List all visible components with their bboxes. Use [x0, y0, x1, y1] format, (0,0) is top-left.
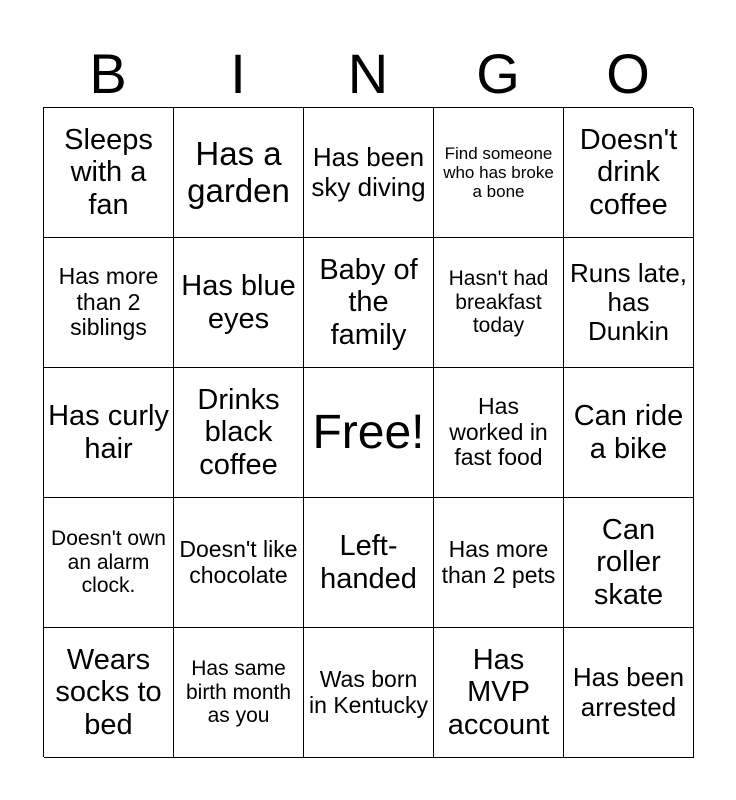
cell-text: Has been arrested	[572, 662, 685, 722]
cell-text: Has blue eyes	[181, 270, 296, 335]
bingo-cell[interactable]	[434, 108, 564, 238]
header-letter-g: G	[476, 42, 520, 105]
cell-text: Wears socks to bed	[55, 643, 162, 741]
cell-text: Was born in Kentucky	[309, 665, 428, 718]
cell-text: Runs late, has Dunkin	[569, 257, 688, 347]
cell-text: Left-handed	[320, 530, 417, 595]
cell-text: Has MVP account	[447, 643, 550, 741]
cell-text: Can ride a bike	[573, 400, 684, 465]
bingo-cell[interactable]	[174, 498, 304, 628]
header-letter-n: N	[347, 42, 389, 105]
bingo-cell[interactable]	[304, 108, 434, 238]
bingo-card-grid	[43, 107, 693, 757]
bingo-cell[interactable]	[174, 368, 304, 498]
cell-text: Baby of the family	[319, 253, 418, 351]
cell-text: Has curly hair	[48, 400, 169, 465]
cell-text: Has more than 2 siblings	[58, 262, 159, 341]
header-letter-i: I	[230, 42, 246, 105]
bingo-cell[interactable]	[434, 368, 564, 498]
cell-text: Sleeps with a fan	[64, 123, 153, 221]
cell-text: Doesn't own an alarm clock.	[51, 527, 166, 598]
bingo-cell[interactable]	[174, 108, 304, 238]
bingo-cell[interactable]	[564, 498, 694, 628]
cell-text: Find someone who has broke a bone	[443, 143, 554, 202]
cell-text: Drinks black coffee	[197, 383, 280, 481]
bingo-cell[interactable]	[44, 238, 174, 368]
bingo-cell[interactable]	[434, 498, 564, 628]
free-space-cell[interactable]	[304, 368, 434, 498]
bingo-header	[43, 40, 693, 108]
bingo-cell[interactable]	[174, 628, 304, 758]
bingo-cell[interactable]	[434, 628, 564, 758]
cell-text: Has more than 2 pets	[441, 535, 556, 588]
bingo-cell[interactable]	[304, 628, 434, 758]
bingo-cell[interactable]	[564, 368, 694, 498]
cell-text: Has been sky diving	[311, 142, 426, 202]
bingo-cell[interactable]	[304, 498, 434, 628]
bingo-cell[interactable]	[564, 238, 694, 368]
bingo-cell[interactable]	[304, 238, 434, 368]
cell-text: Doesn't drink coffee	[579, 123, 678, 221]
bingo-cell[interactable]	[44, 368, 174, 498]
bingo-cell[interactable]	[564, 108, 694, 238]
bingo-cell[interactable]	[44, 628, 174, 758]
cell-text: Can roller skate	[593, 513, 664, 611]
header-letter-b: B	[89, 42, 127, 105]
cell-text: Doesn't like chocolate	[179, 535, 298, 588]
bingo-cell[interactable]	[44, 498, 174, 628]
cell-text: Has a garden	[187, 134, 290, 209]
cell-text: Hasn't had breakfast today	[448, 267, 549, 338]
bingo-cell[interactable]	[174, 238, 304, 368]
bingo-cell[interactable]	[434, 238, 564, 368]
bingo-cell[interactable]	[564, 628, 694, 758]
cell-text: Has worked in fast food	[449, 392, 548, 471]
header-letter-o: O	[606, 42, 650, 105]
free-space-text: Free!	[312, 405, 425, 459]
cell-text: Has same birth month as you	[185, 657, 292, 728]
bingo-cell[interactable]	[44, 108, 174, 238]
